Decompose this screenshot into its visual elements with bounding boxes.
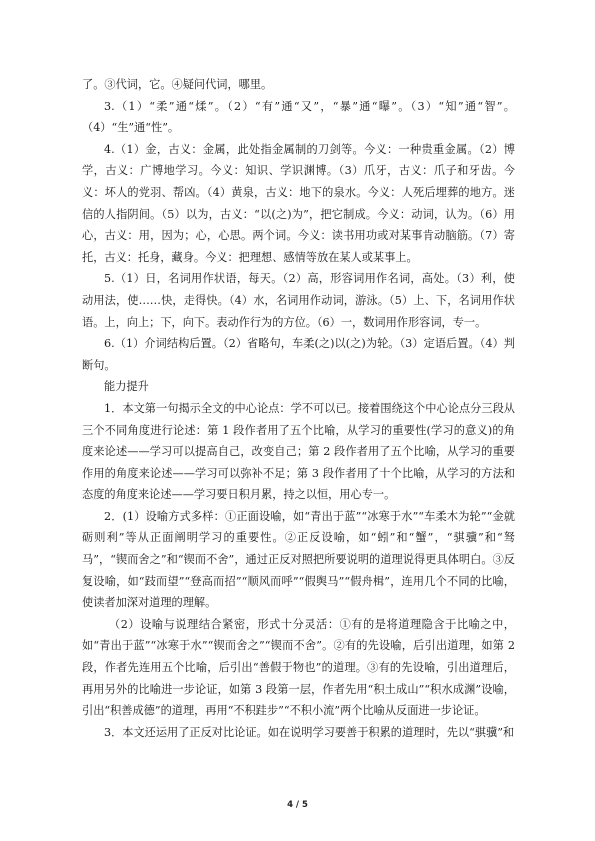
paragraph-ability-2-1: 2．(1）设喻方式多样：①正面设喻，如“青出于蓝”“冰寒于水”“车柔木为轮”“金就砺则利”等从正面阐明学习的重要性。②正反设喻，如“蚓”和“蟹”，“骐骥”和“驽马”，“锲而舍之”和“锲而不舍”，通过正反对照把所要说明的道理说得更具体明白。③反复设喻，如“跂而望”“登高而招”“顺风而呼”“假舆马”“假舟楫”，连用几个不同的比喻，使读者加深对道理的理解。 bbox=[82, 509, 515, 610]
paragraph-answer-4: 4.（1）金，古义：金属，此处指金属制的刀剑等。今义：一种贵重金属。（2）博学，古义：广博地学习。今义：知识、学识渊博。（3）爪牙，古义：爪子和牙齿。今义：坏人的党羽、帮凶。（4）黄泉，古义：地下的泉水。今义：人死后埋葬的地方。迷信的人指阴间。（5）以为，古义：“以(之)为”，把它制成。今义：动词，认为。（6）用心，古义：用，因为；心，心思。两个词。今义：读书用功或对某事肯动脑筋。（7）寄托，古义：托身，藏身。今义：把理想、感情等放在某人或某事上。 bbox=[82, 142, 515, 264]
page-number: 4 / 5 bbox=[287, 800, 308, 810]
paragraph-answer-5: 5.（1）日，名词用作状语，每天。（2）高，形容词用作名词，高处。（3）利，使动用法，使……快，走得快。（4）水，名词用作动词，游泳。（5）上、下，名词用作状语。上，向上；下，向下。表动作行为的方位。（6）一，数词用作形容词，专一。 bbox=[82, 272, 515, 329]
section-heading: 能力提升 bbox=[104, 380, 149, 394]
paragraph-answer-6: 6.（1）介词结构后置。（2）省略句，车柔(之)以(之)为轮。（3）定语后置。（4）判断句。 bbox=[82, 337, 515, 372]
paragraph-ability-3: 3．本文还运用了正反对比论证。如在说明学习要善于积累的道理时，先以“骐骥”和 bbox=[104, 725, 515, 739]
paragraph-answer-3: 3.（1）“柔”通“煣”。（2）“有”通“又”，“暴”通“曝”。（3）“知”通“智”。（4）“生”通“性”。 bbox=[82, 99, 515, 135]
paragraph-continuation: 了。③代词，它。④疑问代词，哪里。 bbox=[82, 78, 273, 91]
paragraph-ability-2-2: （2）设喻与说理结合紧密，形式十分灵活：①有的是将道理隐含于比喻之中，如“青出于蓝”“冰寒于水”“锲而舍之”“锲而不舍”。②有的先设喻，后引出道理，如第 2 段，作者先连用五个比喻，后引出“善假于物也”的道理。③有的先设喻，引出道理后，再用另外的比喻进一步论证，如第 3 段第一层，作者先用“积土成山”“积水成渊”设喻，引出“积善成德”的道理，再用“不积跬步”“不积小流”两个比喻从反面进一步论证。 bbox=[82, 617, 515, 718]
paragraph-ability-1: 1．本文第一句揭示全文的中心论点：学不可以已。接着围绕这个中心论点分三段从三个不同角度进行论述：第 1 段作者用了五个比喻，从学习的重要性(学习的意义)的角度来论述——学习可以提高自己，改变自己；第 2 段作者用了五个比喻，从学习的重要作用的角度来论述——学习可以弥补不足；第 3 段作者用了十个比喻，从学习的方法和态度的角度来论述——学习要日积月累，持之以恒，用心专一。 bbox=[82, 401, 515, 502]
document-body bbox=[82, 74, 515, 743]
